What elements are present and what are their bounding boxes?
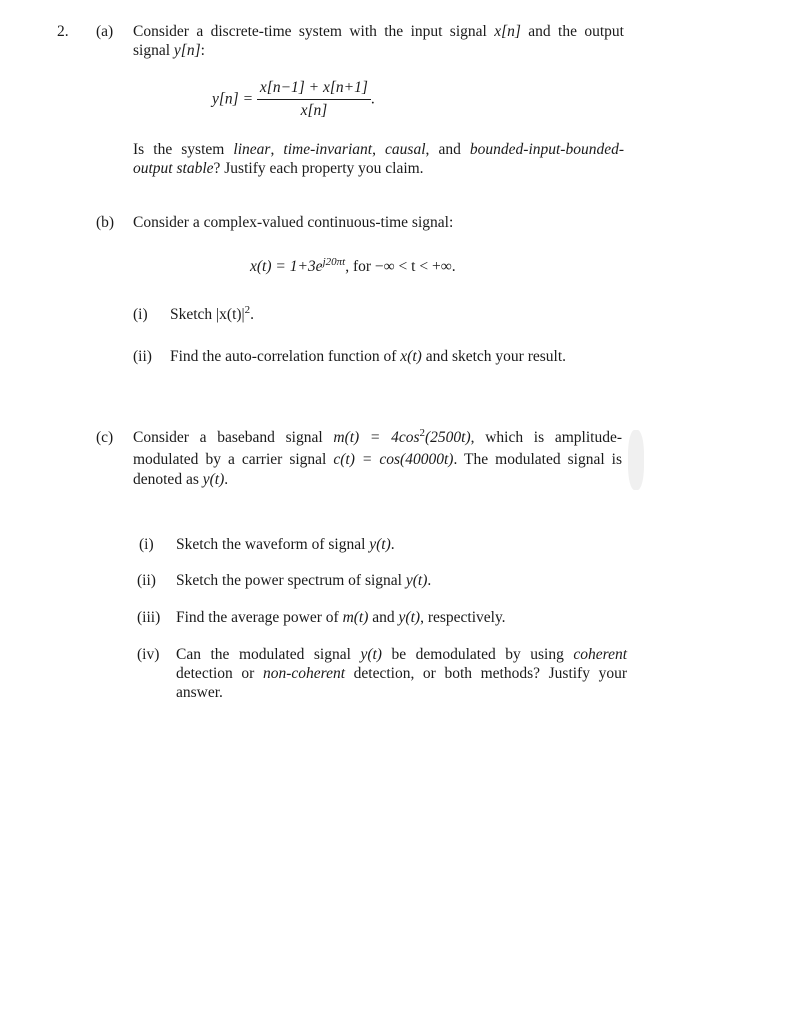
part-a-intro-line2: signal y[n]: [133, 42, 205, 59]
part-c-iii-text: Find the average power of m(t) and y(t), respectively. [176, 609, 506, 626]
part-c-iv-line1: Can the modulated signal y(t) be demodulated by using coherent [176, 646, 628, 663]
part-c-ii-label: (ii) [137, 572, 156, 589]
part-c-iii-label: (iii) [137, 609, 161, 626]
equation-denominator: x[n] [300, 102, 328, 119]
equation-lhs: y[n] = [212, 90, 254, 108]
part-b-equation: $x(t) = 1+3e^{j20\pi t}$, for −∞ < t < +∞. [250, 255, 456, 275]
question-number: 2. [57, 23, 69, 40]
part-b-intro: Consider a complex-valued continuous-time signal: [133, 214, 454, 231]
part-b-label: (b) [96, 214, 115, 231]
part-b-i-text: Sketch $|x(t)|^2$. [170, 303, 255, 323]
part-c-line1: Consider a baseband signal $m(t) = 4\cos^2(2500t)$, which is amplitude- [133, 426, 622, 446]
part-b-ii-text: Find the auto-correlation function of x(t) and sketch your result. [170, 348, 567, 365]
part-c-label: (c) [96, 429, 114, 446]
part-c-ii-text: Sketch the power spectrum of signal y(t). [176, 572, 432, 589]
part-a-question-line1: Is the system linear, time-invariant, causal, and bounded-input-bounded- [133, 141, 625, 158]
part-c-i-text: Sketch the waveform of signal y(t). [176, 536, 395, 553]
part-a-question-line2: output stable? Justify each property you claim. [133, 160, 424, 177]
equation-numerator: x[n−1] + x[n+1] [257, 78, 371, 100]
part-a-equation: y[n] = $\frac{x[n-1] + x[n+1]}{x[n]}$ . [212, 79, 375, 119]
part-c-iv-line3: answer. [176, 684, 223, 701]
part-c-iv-label: (iv) [137, 646, 160, 663]
part-a-label: (a) [96, 23, 114, 40]
part-c-line2: modulated by a carrier signal c(t) = cos(40000t). The modulated signal is [133, 451, 623, 468]
part-a-intro-line1: Consider a discrete-time system with the input signal x[n] and the output [133, 23, 624, 40]
part-c-line3: denoted as y(t). [133, 471, 229, 488]
scan-smudge [628, 430, 644, 490]
part-b-ii-label: (ii) [133, 348, 152, 365]
part-b-i-label: (i) [133, 306, 148, 323]
part-c-iv-line2: detection or non-coherent detection, or both methods? Justify your [176, 665, 627, 682]
part-c-i-label: (i) [139, 536, 154, 553]
equation-fraction [257, 78, 371, 121]
